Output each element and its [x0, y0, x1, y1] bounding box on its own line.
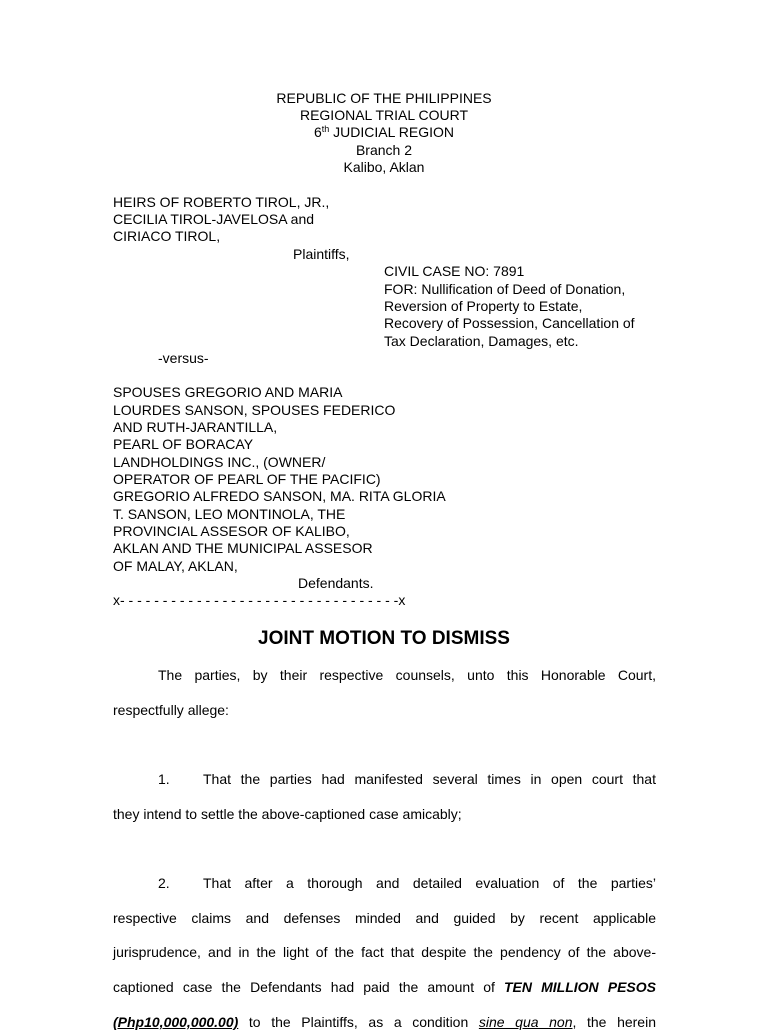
- latin-phrase: sine qua non: [478, 1014, 573, 1030]
- case-subject-line: Reversion of Property to Estate,: [384, 298, 583, 314]
- defendant-line: T. SANSON, LEO MONTINOLA, THE: [113, 506, 346, 522]
- defendant-line: SPOUSES GREGORIO AND MARIA: [113, 384, 343, 400]
- defendant-line: LANDHOLDINGS INC., (OWNER/: [113, 454, 326, 470]
- header-republic: REPUBLIC OF THE PHILIPPINES: [276, 90, 492, 106]
- defendant-line: AND RUTH-JARANTILLA,: [113, 419, 278, 435]
- plaintiff-line: HEIRS OF ROBERTO TIROL, JR.,: [113, 194, 330, 210]
- para2-line: jurisprudence, and in the light of the fact that despite the pendency of the above-: [113, 944, 656, 960]
- plaintiff-line: CIRIACO TIROL,: [113, 228, 221, 244]
- header-region: 6th JUDICIAL REGION: [313, 124, 455, 140]
- para2-line: (Php10,000,000.00) to the Plaintiffs, as a condition sine qua non, the herein: [113, 1014, 656, 1030]
- document-title: JOINT MOTION TO DISMISS: [258, 628, 510, 649]
- para2-number: 2.: [158, 875, 170, 891]
- defendant-line: GREGORIO ALFREDO SANSON, MA. RITA GLORIA: [113, 488, 446, 504]
- case-subject-line: Tax Declaration, Damages, etc.: [384, 333, 579, 349]
- defendants-label: Defendants.: [298, 575, 374, 591]
- para2-line: That after a thorough and detailed evaluation of the parties’: [203, 875, 656, 891]
- intro-line: The parties, by their respective counsels, unto this Honorable Court,: [158, 667, 656, 683]
- defendant-line: OPERATOR OF PEARL OF THE PACIFIC): [113, 471, 381, 487]
- amount-figures: (Php10,000,000.00): [113, 1014, 239, 1030]
- versus-label: -versus-: [158, 350, 209, 366]
- intro-line: respectfully allege:: [113, 702, 229, 718]
- case-subject-line: FOR: Nullification of Deed of Donation,: [384, 281, 626, 297]
- para2-line: captioned case the Defendants had paid the amount of TEN MILLION PESOS: [113, 979, 656, 995]
- header-branch: Branch 2: [355, 142, 413, 158]
- plaintiffs-label: Plaintiffs,: [293, 246, 350, 262]
- caption-separator: x- - - - - - - - - - - - - - - - - - - - - - - - - - - - - - - - -x: [113, 592, 406, 608]
- defendant-line: PEARL OF BORACAY: [113, 436, 254, 452]
- defendant-line: OF MALAY, AKLAN,: [113, 558, 238, 574]
- para1-number: 1.: [158, 771, 170, 787]
- defendant-line: AKLAN AND THE MUNICIPAL ASSESOR: [113, 540, 373, 556]
- defendant-line: LOURDES SANSON, SPOUSES FEDERICO: [113, 402, 396, 418]
- header-location: Kalibo, Aklan: [343, 159, 425, 175]
- para1-line: That the parties had manifested several times in open court that: [203, 771, 656, 787]
- defendant-line: PROVINCIAL ASSESOR OF KALIBO,: [113, 523, 350, 539]
- header-court: REGIONAL TRIAL COURT: [299, 107, 469, 123]
- plaintiff-line: CECILIA TIROL-JAVELOSA and: [113, 211, 315, 227]
- para2-line: respective claims and defenses minded and guided by recent applicable: [113, 910, 656, 926]
- para1-line: they intend to settle the above-captioned case amicably;: [113, 806, 462, 822]
- amount-words: TEN MILLION PESOS: [503, 979, 656, 995]
- case-subject-line: Recovery of Possession, Cancellation of: [384, 315, 635, 331]
- case-number: CIVIL CASE NO: 7891: [384, 263, 525, 279]
